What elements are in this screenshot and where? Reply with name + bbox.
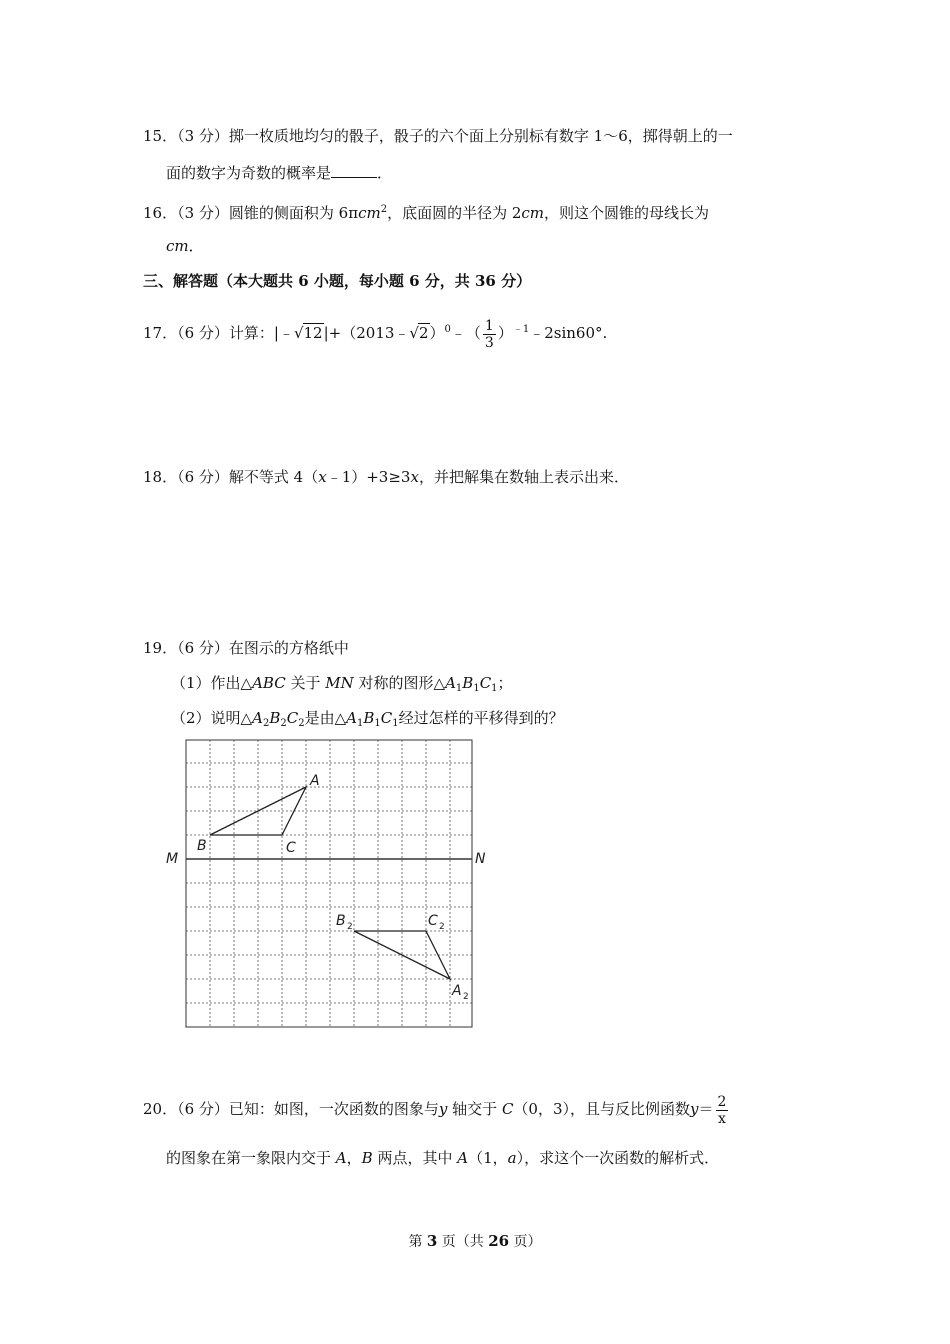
q16-unit-sq: 2	[380, 204, 388, 215]
q20-eq-y: y	[690, 1100, 699, 1118]
q19-abc: ABC	[252, 674, 286, 692]
q18-var-x: x	[318, 468, 327, 486]
q19-b1: B	[363, 709, 375, 727]
q16-unit-cm: cm	[358, 204, 381, 222]
q16-text-b: ，底面圆的半径为 2	[387, 204, 522, 222]
q17-radicand-2: 2	[418, 324, 429, 342]
q19-a2: A	[252, 709, 263, 727]
q20-l2-c: 两点，其中	[372, 1149, 458, 1167]
q17-frac-den: 3	[484, 334, 494, 351]
q16-line2	[166, 236, 204, 256]
q20-text-c: （0，3），且与反比例函数	[513, 1100, 691, 1118]
footer-page: 3	[426, 1232, 438, 1250]
q20-l2-a: 的图象在第一象限内交于	[166, 1149, 336, 1167]
q19-b2: B	[269, 709, 281, 727]
label-c2-sub: 2	[439, 922, 445, 932]
sub-2: 2	[280, 718, 287, 729]
q20-frac-num: 2	[717, 1093, 727, 1110]
sub-1: 1	[455, 683, 463, 694]
q15-line2	[166, 163, 392, 183]
q16-text-a: 16．（3 分）圆锥的侧面积为 6π	[143, 204, 359, 222]
q20-text-a: 20．（6 分）已知：如图，一次函数的图象与	[143, 1100, 439, 1118]
footer-b: 页（共	[437, 1234, 489, 1250]
q20-b: B	[361, 1149, 373, 1167]
q19-mn: MN	[325, 674, 354, 692]
footer-c: 页）	[509, 1234, 542, 1250]
q18-text-a: 18．（6 分）解不等式 4（	[143, 468, 319, 486]
q20-l2-e: ），求这个一次函数的解析式．	[516, 1149, 720, 1167]
sub-2: 2	[262, 718, 270, 729]
q19-c: C	[479, 674, 492, 692]
q20-l2-d: （1，	[468, 1149, 508, 1167]
q17-text-e: ）	[497, 324, 513, 342]
q20-line1	[143, 1092, 730, 1127]
q19-b: B	[462, 674, 474, 692]
q20-eq-sign: ＝	[698, 1100, 714, 1118]
q17-fraction	[483, 318, 496, 351]
q19-a1: A	[346, 709, 357, 727]
q20-fraction	[716, 1094, 729, 1127]
q15-text: 面的数字为奇数的概率是	[166, 164, 332, 182]
q15-answer-blank	[331, 163, 377, 178]
q20-c: C	[501, 1100, 514, 1118]
label-b: B	[197, 838, 207, 854]
q20-var-a: a	[507, 1149, 517, 1167]
label-b2: B	[336, 913, 346, 929]
q20-a-point: A	[457, 1149, 469, 1167]
label-n: N	[475, 851, 486, 867]
q16-line1	[143, 200, 709, 223]
q20-line2	[166, 1148, 719, 1168]
sub-1: 1	[491, 683, 498, 694]
q20-text-b: 轴交于	[447, 1100, 502, 1118]
label-c: C	[286, 840, 296, 856]
q17-frac-num: 1	[484, 317, 494, 334]
footer-a: 第	[408, 1234, 427, 1250]
q17-exp-m1: ﹣1	[512, 324, 530, 335]
q17-text-d: ﹣（	[450, 324, 481, 342]
grid-figure	[160, 735, 500, 1030]
q19-p1-b: 关于	[285, 674, 326, 692]
q17-radicand-12: 12	[303, 324, 323, 342]
q19-p2-b: 是由△	[304, 709, 347, 727]
grid-border	[186, 740, 472, 1027]
q17-text-f: ﹣2sin60°.	[529, 324, 608, 342]
q20-frac-den: x	[718, 1110, 726, 1127]
sub-1: 1	[473, 683, 480, 694]
q16-unit-cm2: cm	[521, 204, 545, 222]
q20-l2-b: ，	[346, 1149, 362, 1167]
label-m: M	[166, 851, 179, 867]
q18-text-b: ﹣1）+3≥3	[326, 468, 411, 486]
label-a: A	[310, 773, 320, 789]
sub-1: 1	[374, 718, 381, 729]
q15-period: ．	[377, 164, 393, 182]
q17-text-a: 17．（6 分）计算：|﹣	[143, 324, 294, 342]
q17-exp-0: 0	[444, 324, 451, 335]
q19-a: A	[445, 674, 456, 692]
q19-title: 19．（6 分）在图示的方格纸中	[143, 639, 349, 657]
label-a2-sub: 2	[463, 992, 469, 1002]
q17-text-c: ）	[429, 324, 445, 342]
page-footer	[0, 1231, 950, 1252]
q19-part1	[171, 673, 513, 699]
q19-c1: C	[380, 709, 393, 727]
q19-part2	[171, 708, 564, 734]
footer-total: 26	[488, 1232, 510, 1250]
q16-text-c: ，则这个圆锥的母线长为	[544, 204, 710, 222]
grid-lines	[186, 740, 472, 1027]
sub-1: 1	[356, 718, 364, 729]
label-a2: A	[452, 983, 462, 999]
q19-p2-c: 经过怎样的平移得到的？	[398, 709, 564, 727]
label-b2-sub: 2	[347, 922, 353, 932]
q18-text-c: ，并把解集在数轴上表示出来．	[418, 468, 629, 486]
q17-line	[143, 314, 607, 351]
q15-line1: 15．（3 分）掷一枚质地均匀的骰子，骰子的六个面上分别标有数字 1～6，掷得朝上的一	[143, 127, 733, 145]
section-3-header: 三、解答题（本大题共 6 小题，每小题 6 分，共 36 分）	[143, 272, 532, 290]
q18-line	[143, 467, 629, 487]
q20-a: A	[335, 1149, 347, 1167]
sqrt-icon: √	[409, 324, 419, 342]
q19-c2: C	[286, 709, 299, 727]
label-c2: C	[428, 913, 438, 929]
q16-unit-cm3: cm	[166, 237, 189, 255]
q19-p2-a: （2）说明△	[171, 709, 253, 727]
sqrt-icon: √	[293, 324, 304, 342]
q19-p1-a: （1）作出△	[171, 674, 253, 692]
sub-1: 1	[392, 718, 399, 729]
q18-var-x2: x	[410, 468, 419, 486]
q20-y: y	[438, 1100, 448, 1118]
q19-p1-d: ；	[497, 674, 513, 692]
q17-text-b: |+（2013﹣	[323, 324, 410, 342]
q16-period: ．	[188, 237, 204, 255]
q19-p1-c: 对称的图形△	[353, 674, 446, 692]
sub-2: 2	[298, 718, 305, 729]
